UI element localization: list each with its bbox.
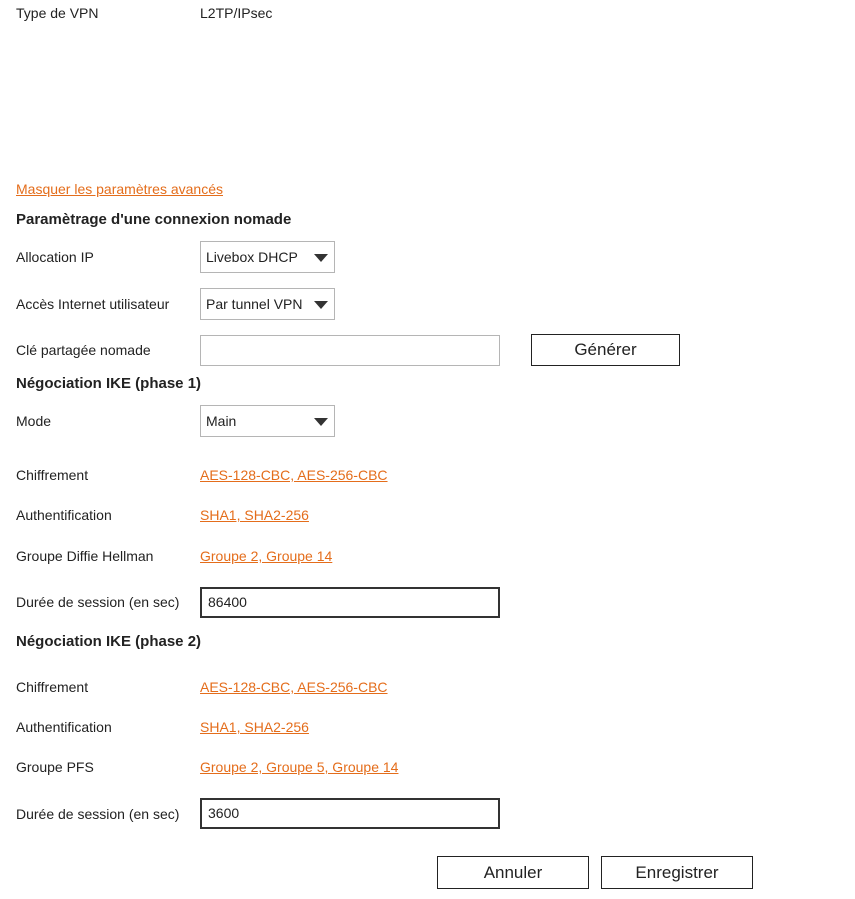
- generate-key-button[interactable]: Générer: [531, 334, 680, 366]
- chevron-down-icon: [314, 254, 328, 262]
- mode-select[interactable]: [200, 405, 335, 437]
- ike-phase2-title: Négociation IKE (phase 2): [16, 633, 202, 650]
- nomad-section-title: Paramètrage d'une connexion nomade: [16, 211, 292, 228]
- phase2-session-duration-input[interactable]: 3600: [200, 798, 500, 829]
- phase1-authentication-label: Authentification: [16, 507, 112, 523]
- pfs-group-label: Groupe PFS: [16, 759, 94, 775]
- chevron-down-icon: [314, 301, 328, 309]
- cancel-button[interactable]: Annuler: [437, 856, 589, 889]
- phase2-encryption-label: Chiffrement: [16, 679, 89, 695]
- mode-value: Main: [206, 413, 237, 429]
- internet-access-select[interactable]: [200, 288, 335, 320]
- dh-group-label: Groupe Diffie Hellman: [16, 548, 154, 564]
- ip-allocation-value: Livebox DHCP: [206, 249, 298, 265]
- phase1-encryption-link[interactable]: AES-128-CBC, AES-256-CBC: [200, 467, 388, 483]
- ip-allocation-select[interactable]: [200, 241, 335, 273]
- internet-access-label: Accès Internet utilisateur: [16, 296, 170, 312]
- phase1-encryption-label: Chiffrement: [16, 467, 89, 483]
- save-button[interactable]: Enregistrer: [601, 856, 753, 889]
- dh-group-link[interactable]: Groupe 2, Groupe 14: [200, 548, 333, 564]
- vpn-type-label: Type de VPN: [16, 5, 99, 21]
- phase2-authentication-link[interactable]: SHA1, SHA2-256: [200, 719, 309, 735]
- chevron-down-icon: [314, 418, 328, 426]
- hide-advanced-settings-link[interactable]: Masquer les paramètres avancés: [16, 181, 223, 197]
- phase2-encryption-link[interactable]: AES-128-CBC, AES-256-CBC: [200, 679, 388, 695]
- shared-key-label: Clé partagée nomade: [16, 342, 151, 358]
- phase2-session-duration-label: Durée de session (en sec): [16, 806, 180, 822]
- phase1-authentication-link[interactable]: SHA1, SHA2-256: [200, 507, 309, 523]
- shared-key-input[interactable]: [200, 335, 500, 366]
- ip-allocation-label: Allocation IP: [16, 249, 94, 265]
- ike-phase1-title: Négociation IKE (phase 1): [16, 375, 202, 392]
- vpn-type-value: L2TP/IPsec: [200, 5, 273, 21]
- mode-label: Mode: [16, 413, 52, 429]
- phase1-session-duration-label: Durée de session (en sec): [16, 594, 180, 610]
- internet-access-value: Par tunnel VPN: [206, 296, 303, 312]
- phase1-session-duration-input[interactable]: 86400: [200, 587, 500, 618]
- pfs-group-link[interactable]: Groupe 2, Groupe 5, Groupe 14: [200, 759, 399, 775]
- phase2-authentication-label: Authentification: [16, 719, 112, 735]
